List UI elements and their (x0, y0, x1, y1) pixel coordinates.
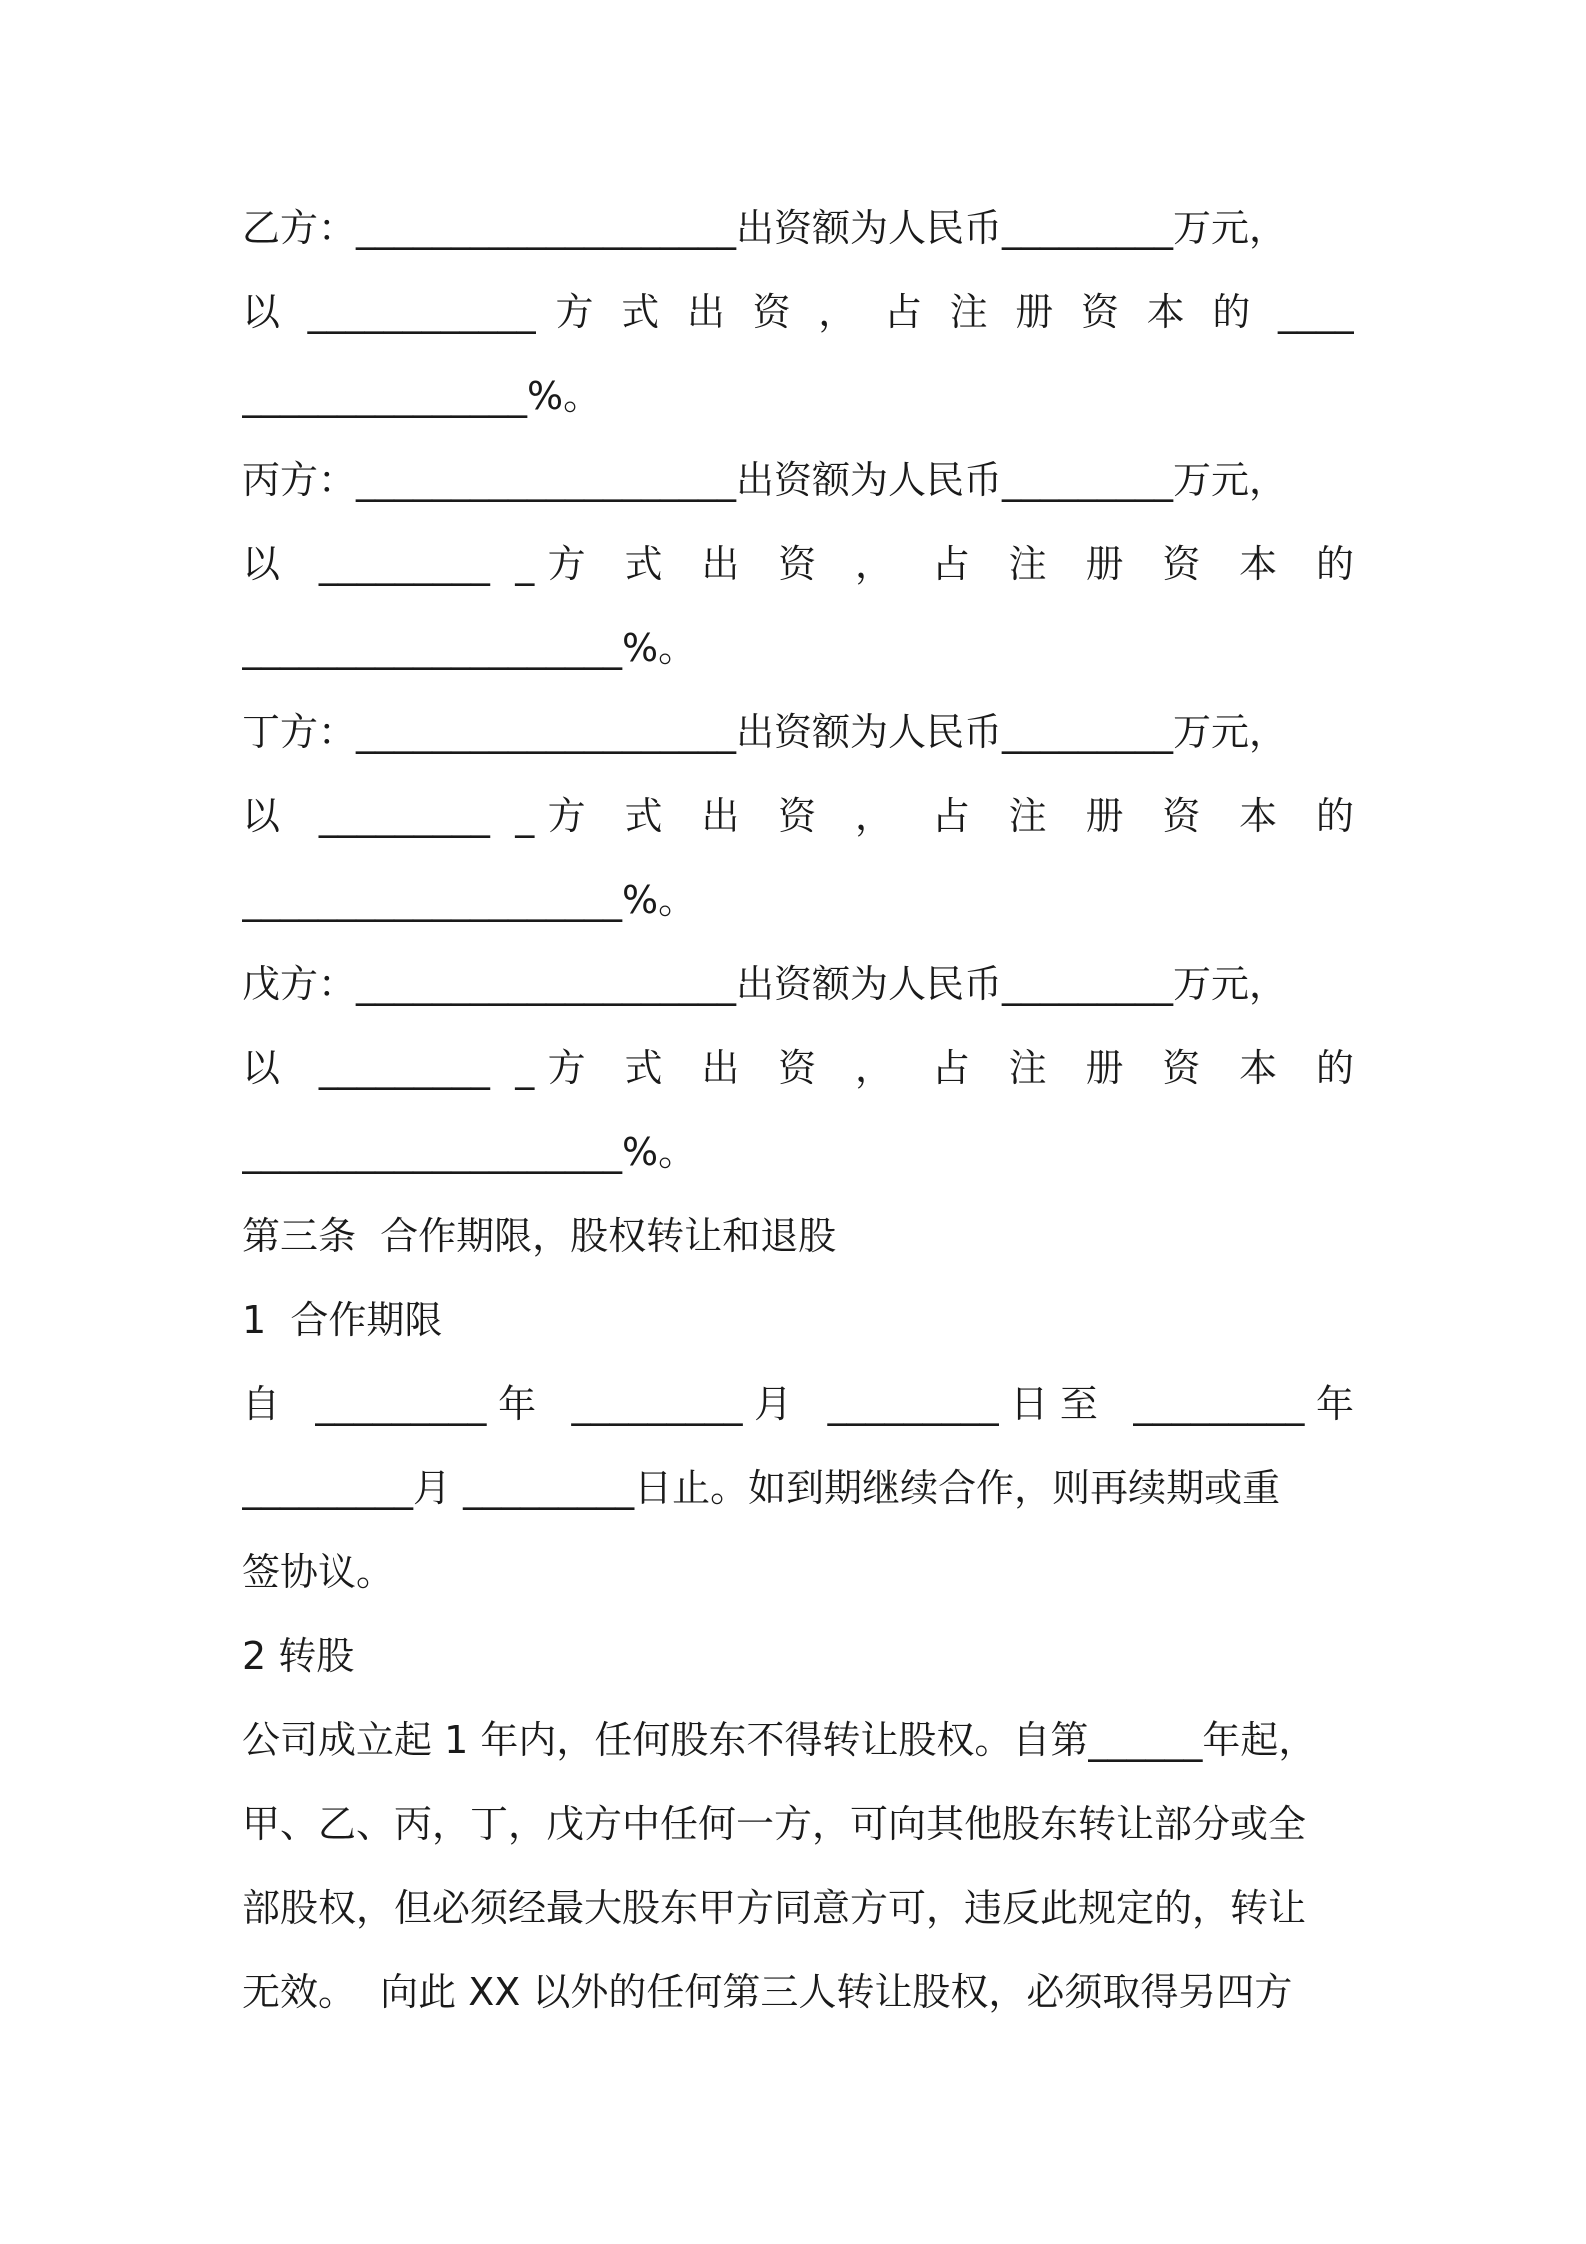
article-three-heading: 第三条 合作期限，股权转让和退股 (242, 1214, 837, 1258)
party-b-method-line: 以 ____________ 方 式 出 资 ， 占 注 册 资 本 的 ____ (242, 290, 1354, 334)
party-d-method-line: 以 _________ _方 式 出 资 ， 占 注 册 资 本 的 (242, 794, 1354, 838)
party-b-contribution-line: 乙方：____________________出资额为人民币_________万元， (242, 206, 1288, 250)
party-e-percentage-line: ____________________%。 (242, 1130, 697, 1174)
share-transfer-line-1: 公司成立起 1 年内，任何股东不得转让股权。自第______年起， (242, 1718, 1317, 1762)
party-d-contribution-line: 丁方：____________________出资额为人民币_________万元， (242, 710, 1288, 754)
party-c-contribution-line: 丙方：____________________出资额为人民币_________万元， (242, 458, 1288, 502)
party-c-method-line: 以 _________ _方 式 出 资 ， 占 注 册 资 本 的 (242, 542, 1354, 586)
share-transfer-line-4: 无效。 向此 XX 以外的任何第三人转让股权，必须取得另四方 (242, 1970, 1293, 2014)
cooperation-term-heading: 1 合作期限 (242, 1298, 443, 1342)
share-transfer-line-2: 甲、乙、丙，丁，戊方中任何一方，可向其他股东转让部分或全 (242, 1802, 1307, 1846)
party-b-percentage-line: _______________%。 (242, 374, 602, 418)
party-e-method-line: 以 _________ _方 式 出 资 ， 占 注 册 资 本 的 (242, 1046, 1354, 1090)
party-e-contribution-line: 戊方：____________________出资额为人民币_________万元， (242, 962, 1288, 1006)
term-date-line-1: 自 _________年 _________月 _________日至 _________年 (242, 1382, 1354, 1426)
term-date-line-3: 签协议。 (242, 1550, 395, 1594)
share-transfer-line-3: 部股权，但必须经最大股东甲方同意方可，违反此规定的，转让 (242, 1886, 1307, 1930)
party-d-percentage-line: ____________________%。 (242, 878, 697, 922)
party-c-percentage-line: ____________________%。 (242, 626, 697, 670)
term-date-line-2: _________月 _________日止。如到期继续合作，则再续期或重 (242, 1466, 1281, 1510)
share-transfer-heading: 2 转股 (242, 1634, 355, 1678)
